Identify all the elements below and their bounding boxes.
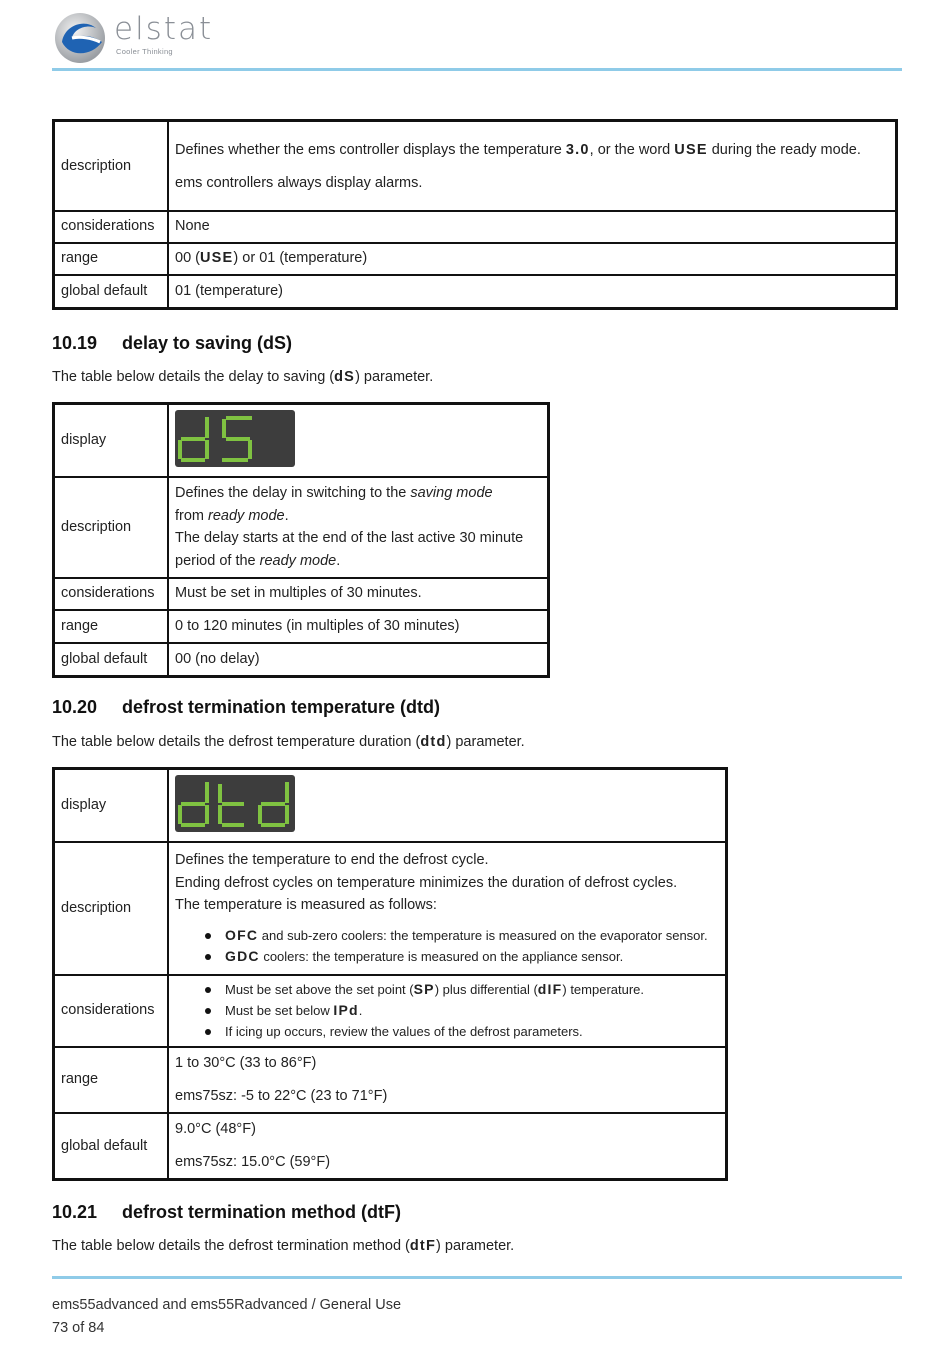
row-label: global default [54,643,169,677]
row-label: considerations [54,975,169,1047]
row-value: 01 (temperature) [168,275,897,309]
row-label: display [54,404,169,477]
row-label: considerations [54,211,169,243]
row-value: Defines the temperature to end the defrost cycle. Ending defrost cycles on temperature minimizes the duration of defrost cycles. The temperature is measured as follows: OFC and sub-zero coolers: the temperature is measured on the evaporator sensor. GDC coolers: the temperature is measured on the appliance sensor. [168,842,727,975]
section-intro: The table below details the defrost temperature duration (dtd) parameter. [52,734,525,750]
row-label: considerations [54,578,169,610]
table-row [54,275,897,309]
row-label: global default [54,1113,169,1180]
table-row [54,842,727,975]
display-ds-icon [175,410,295,467]
row-value: Must be set in multiples of 30 minutes. [168,578,549,610]
row-label: global default [54,275,169,309]
seven-segment-display [175,410,295,467]
brand-tagline: Cooler Thinking [116,47,173,56]
row-value: 0 to 120 minutes (in multiples of 30 minutes) [168,610,549,643]
table-row [54,643,549,677]
table-row [54,975,727,1047]
table-row [54,404,549,477]
table-row [54,1047,727,1113]
row-label: range [54,610,169,643]
row-value [168,404,549,477]
row-label: range [54,243,169,275]
ready-display-table [52,119,898,310]
list-item: Must be set below IPd. [225,1000,719,1021]
table-row [54,769,727,842]
row-label: display [54,769,169,842]
defrost-termination-temperature-table [52,767,728,1181]
table-row [54,121,897,211]
footer-rule [52,1276,902,1279]
section-heading: 10.19 delay to saving (dS) [52,333,293,353]
list-item: If icing up occurs, review the values of the defrost parameters. [225,1021,719,1042]
row-label: description [54,477,169,578]
table-row [54,477,549,578]
row-value: Defines whether the ems controller displays the temperature 3.0, or the word USE during the ready mode. ems controllers always display alarms. [168,121,897,211]
display-dtd-icon [175,775,295,832]
table-row [54,578,549,610]
row-value: 1 to 30°C (33 to 86°F) ems75sz: -5 to 22°C (23 to 71°F) [168,1047,727,1113]
brand-name: elstat [114,11,214,47]
section-intro: The table below details the defrost termination method (dtF) parameter. [52,1238,515,1254]
row-value: 9.0°C (48°F) ems75sz: 15.0°C (59°F) [168,1113,727,1180]
table-row [54,610,549,643]
row-label: description [54,121,169,211]
seven-segment-display [175,775,295,832]
header-rule [52,68,902,71]
footer-document-title: ems55advanced and ems55Radvanced / General Use [52,1297,402,1313]
row-value [168,769,727,842]
row-value [168,975,727,1047]
logo-globe-icon [52,8,108,66]
row-value: Defines the delay in switching to the saving mode from ready mode. The delay starts at the end of the last active 30 minute period of the ready mode. [168,477,549,578]
row-value: 00 (USE) or 01 (temperature) [168,243,897,275]
section-heading: 10.21 defrost termination method (dtF) [52,1202,401,1222]
table-row [54,211,897,243]
delay-to-saving-table [52,402,550,678]
table-row [54,1113,727,1180]
footer-page-number: 73 of 84 [52,1320,105,1336]
row-value: 00 (no delay) [168,643,549,677]
row-value: None [168,211,897,243]
list-item: GDC coolers: the temperature is measured on the appliance sensor. [225,946,719,967]
section-heading: 10.20 defrost termination temperature (dtd) [52,697,441,717]
list-item: OFC and sub-zero coolers: the temperature is measured on the evaporator sensor. [225,925,719,946]
row-label: description [54,842,169,975]
table-row [54,243,897,275]
section-intro: The table below details the delay to saving (dS) parameter. [52,369,434,385]
list-item: Must be set above the set point (SP) plus differential (dIF) temperature. [225,979,719,1000]
row-label: range [54,1047,169,1113]
